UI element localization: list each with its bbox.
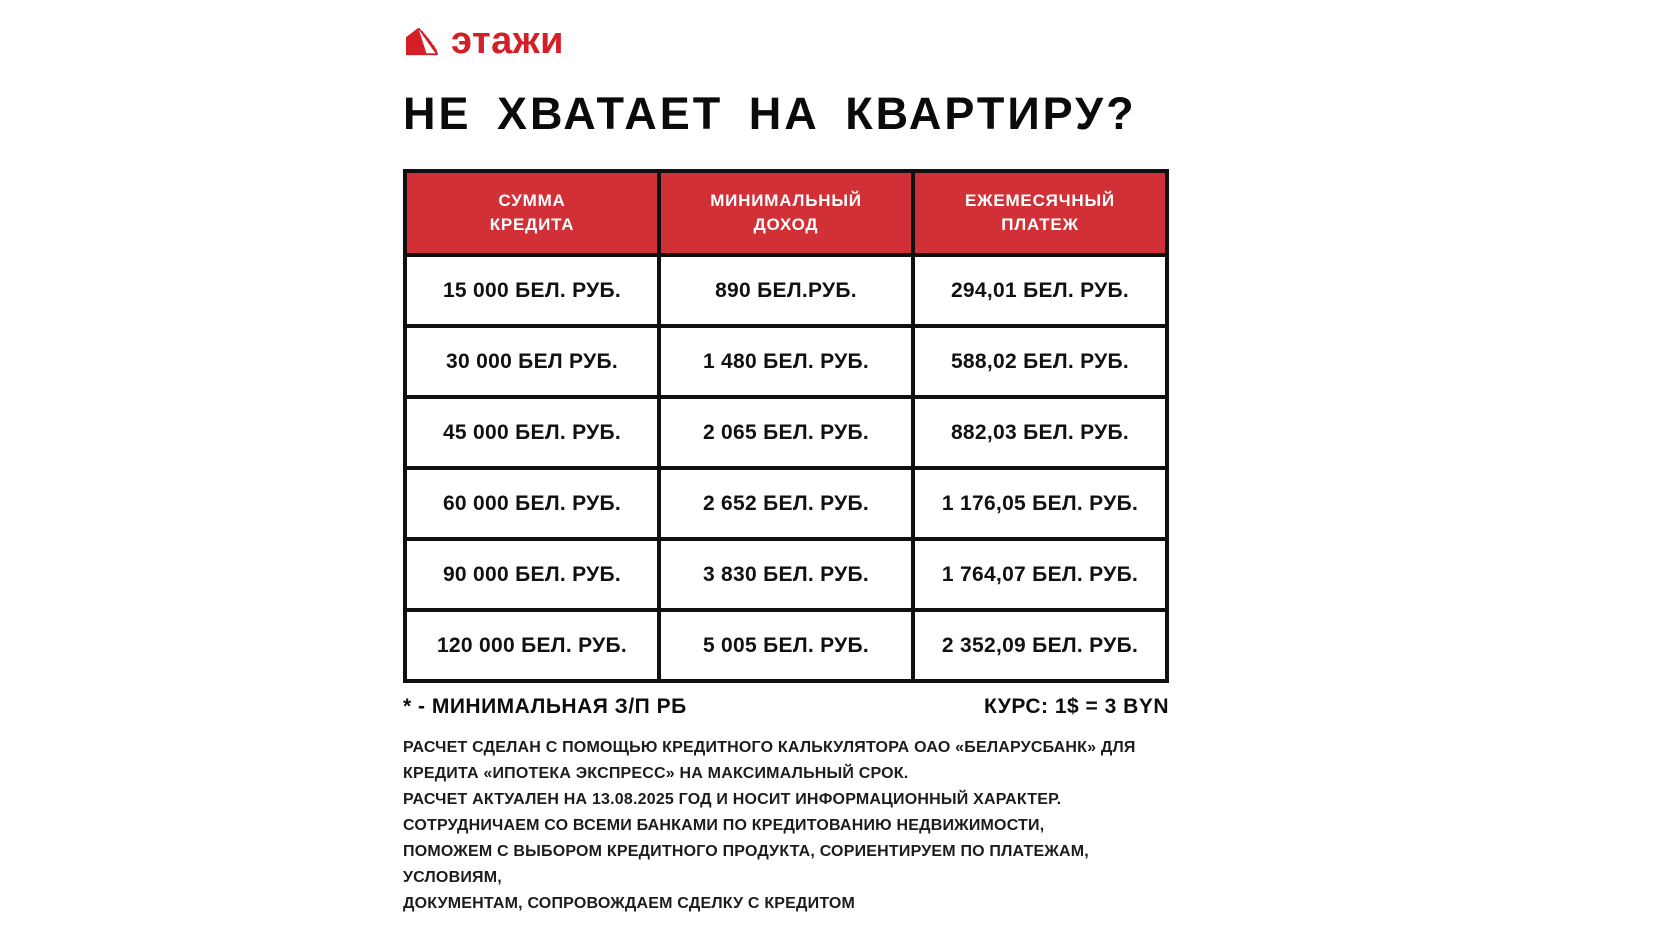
table-row [405, 397, 1167, 468]
column-header-min-income [659, 171, 913, 255]
logo-text: этажи [451, 20, 565, 62]
min-income-cell: 5 005 БЕЛ. РУБ. [659, 610, 913, 681]
monthly-payment-cell: 1 176,05 БЕЛ. РУБ. [913, 468, 1167, 539]
min-income-cell: 3 830 БЕЛ. РУБ. [659, 539, 913, 610]
house-icon [403, 25, 441, 57]
monthly-payment-cell: 2 352,09 БЕЛ. РУБ. [913, 610, 1167, 681]
monthly-payment-cell: 1 764,07 БЕЛ. РУБ. [913, 539, 1167, 610]
credit-sum-cell: 60 000 БЕЛ. РУБ. [405, 468, 659, 539]
monthly-payment-cell: 294,01 БЕЛ. РУБ. [913, 255, 1167, 326]
column-header-line: ЕЖЕМЕСЯЧНЫЙ [965, 191, 1115, 211]
table-row [405, 539, 1167, 610]
content-column [403, 0, 1169, 917]
disclaimer-line: УСЛОВИЯМ, [403, 869, 502, 887]
monthly-payment-cell: 882,03 БЕЛ. РУБ. [913, 397, 1167, 468]
min-income-cell: 2 652 БЕЛ. РУБ. [659, 468, 913, 539]
credit-sum-cell: 45 000 БЕЛ. РУБ. [405, 397, 659, 468]
table-header-row [405, 171, 1167, 255]
etazhi-logo [403, 22, 1169, 60]
credit-sum-cell: 120 000 БЕЛ. РУБ. [405, 610, 659, 681]
disclaimer-line: РАСЧЕТ АКТУАЛЕН НА 13.08.2025 ГОД И НОСИТ ИНФОРМАЦИОННЫЙ ХАРАКТЕР. [403, 791, 1062, 809]
disclaimer-line: ДОКУМЕНТАМ, СОПРОВОЖДАЕМ СДЕЛКУ С КРЕДИТОМ [403, 895, 856, 913]
page-title: НЕ ХВАТАЕТ НА КВАРТИРУ? [403, 88, 1137, 139]
disclaimer-line: КРЕДИТА «ИПОТЕКА ЭКСПРЕСС» НА МАКСИМАЛЬНЫЙ СРОК. [403, 765, 909, 783]
table-row [405, 610, 1167, 681]
column-header-monthly-payment [913, 171, 1167, 255]
min-income-cell: 1 480 БЕЛ. РУБ. [659, 326, 913, 397]
table-row [405, 255, 1167, 326]
exchange-rate-note: КУРС: 1$ = 3 BYN [983, 695, 1169, 719]
column-header-credit-sum [405, 171, 659, 255]
column-header-line: ПЛАТЕЖ [1001, 215, 1079, 235]
column-header-line: ДОХОД [753, 215, 819, 235]
credit-sum-cell: 15 000 БЕЛ. РУБ. [405, 255, 659, 326]
disclaimer-block [403, 735, 1169, 917]
disclaimer-line: СОТРУДНИЧАЕМ СО ВСЕМИ БАНКАМИ ПО КРЕДИТОВАНИЮ НЕДВИЖИМОСТИ, [403, 817, 1045, 835]
table-row [405, 326, 1167, 397]
min-salary-footnote: * - МИНИМАЛЬНАЯ З/П РБ [403, 695, 687, 719]
credit-table [403, 169, 1169, 683]
column-header-line: МИНИМАЛЬНЫЙ [710, 191, 862, 211]
disclaimer-line: ПОМОЖЕМ С ВЫБОРОМ КРЕДИТНОГО ПРОДУКТА, СОРИЕНТИРУЕМ ПО ПЛАТЕЖАМ, [403, 843, 1089, 861]
min-income-cell: 2 065 БЕЛ. РУБ. [659, 397, 913, 468]
column-header-line: КРЕДИТА [489, 215, 575, 235]
min-income-cell: 890 БЕЛ.РУБ. [659, 255, 913, 326]
footnote-row [403, 695, 1169, 719]
monthly-payment-cell: 588,02 БЕЛ. РУБ. [913, 326, 1167, 397]
column-header-line: СУММА [498, 191, 566, 211]
disclaimer-line: РАСЧЕТ СДЕЛАН С ПОМОЩЬЮ КРЕДИТНОГО КАЛЬКУЛЯТОРА ОАО «БЕЛАРУСБАНК» ДЛЯ [403, 739, 1136, 757]
table-row [405, 468, 1167, 539]
credit-sum-cell: 30 000 БЕЛ РУБ. [405, 326, 659, 397]
credit-sum-cell: 90 000 БЕЛ. РУБ. [405, 539, 659, 610]
